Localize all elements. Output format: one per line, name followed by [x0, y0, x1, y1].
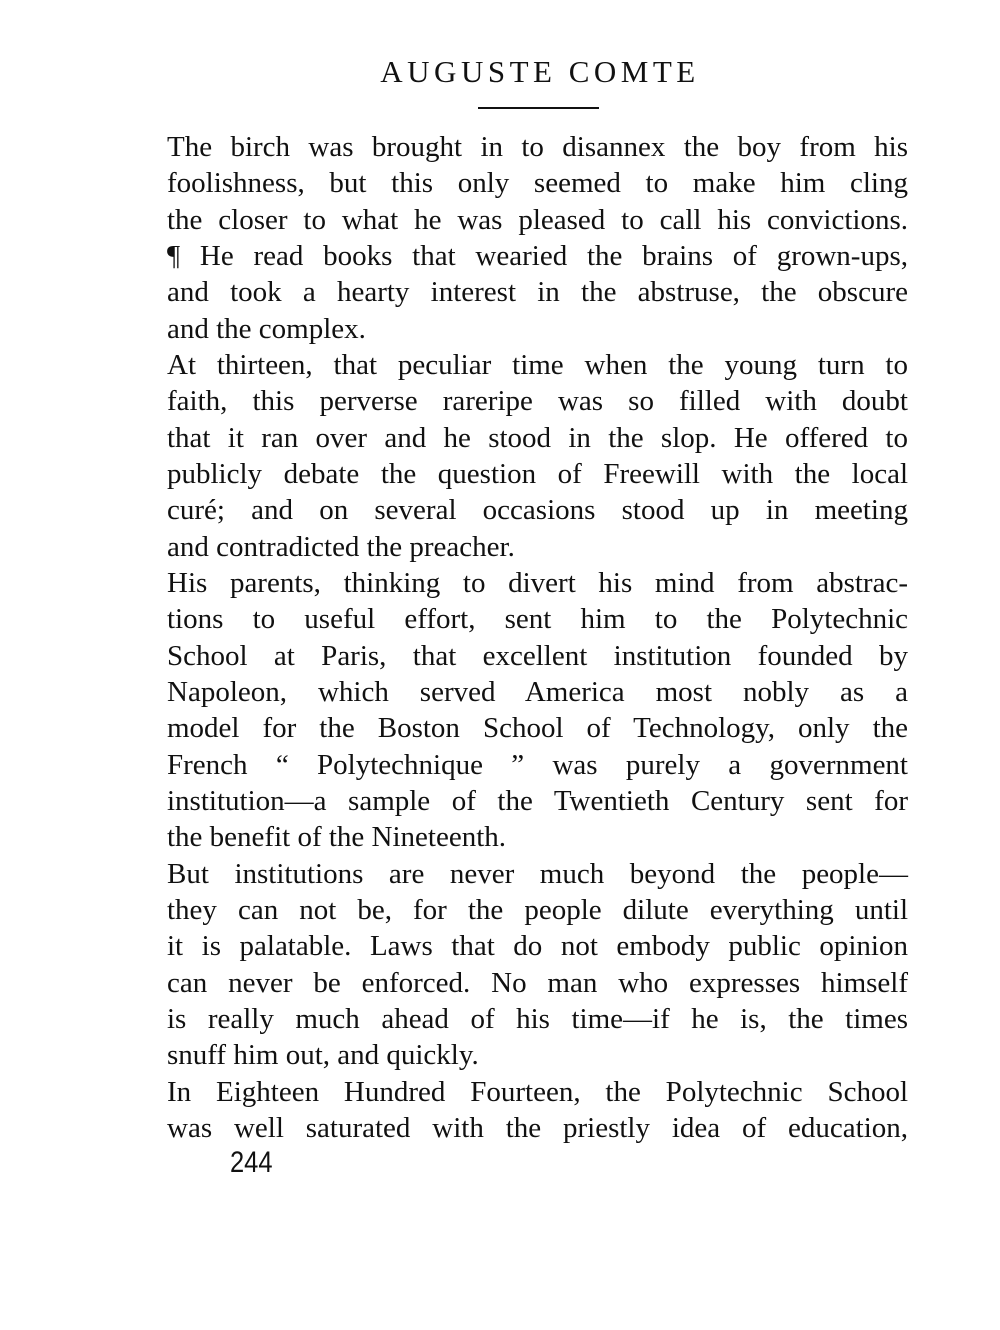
- text-line: was well saturated with the priestly idea of education,: [167, 1111, 908, 1144]
- paragraph: [167, 1074, 908, 1147]
- text-line: model for the Boston School of Technology, only the: [167, 712, 908, 745]
- text-line: institution—a sample of the Twentieth Century sent for: [167, 784, 908, 817]
- text-line: French “ Polytechnique ” was purely a government: [167, 748, 908, 781]
- text-line: tions to useful effort, sent him to the Polytechnic: [167, 603, 908, 636]
- text-line: foolishness, but this only seemed to make him cling: [167, 167, 908, 200]
- text-line: they can not be, for the people dilute everything until: [167, 893, 908, 926]
- text-line: and contradicted the preacher.: [167, 530, 515, 563]
- title-rule: [478, 107, 599, 109]
- body-text: [167, 129, 908, 1146]
- text-line: His parents, thinking to divert his mind from abstrac-: [167, 566, 908, 599]
- text-line: ¶ He read books that wearied the brains of grown-ups,: [167, 239, 908, 272]
- text-line: and the complex.: [167, 312, 366, 345]
- text-line: can never be enforced. No man who expresses himself: [167, 966, 908, 999]
- text-line: In Eighteen Hundred Fourteen, the Polytechnic School: [167, 1075, 908, 1108]
- text-line: The birch was brought in to disannex the boy from his: [167, 131, 908, 163]
- text-line: that it ran over and he stood in the slop. He offered to: [167, 421, 908, 454]
- text-line: the closer to what he was pleased to call his convictions.: [167, 203, 908, 236]
- text-line: publicly debate the question of Freewill with the local: [167, 457, 908, 490]
- paragraph: [167, 856, 908, 1074]
- paragraph: [167, 347, 908, 565]
- text-line: it is palatable. Laws that do not embody public opinion: [167, 930, 908, 963]
- text-line: curé; and on several occasions stood up in meeting: [167, 494, 908, 527]
- running-title: AUGUSTE COMTE: [380, 54, 700, 89]
- text-line: faith, this perverse rareripe was so filled with doubt: [167, 385, 908, 418]
- text-line: and took a hearty interest in the abstruse, the obscure: [167, 276, 908, 309]
- text-line: School at Paris, that excellent institution founded by: [167, 639, 908, 672]
- text-line: the benefit of the Nineteenth.: [167, 821, 507, 854]
- text-line: Napoleon, which served America most nobly as a: [167, 675, 908, 708]
- page-number: 244: [230, 1146, 273, 1179]
- text-line: But institutions are never much beyond the people—: [167, 857, 908, 890]
- text-line: is really much ahead of his time—if he is, the times: [167, 1002, 908, 1035]
- paragraph: [167, 129, 908, 347]
- text-line: At thirteen, that peculiar time when the young turn to: [167, 348, 908, 381]
- paragraph: [167, 565, 908, 856]
- text-line: snuff him out, and quickly.: [167, 1039, 479, 1072]
